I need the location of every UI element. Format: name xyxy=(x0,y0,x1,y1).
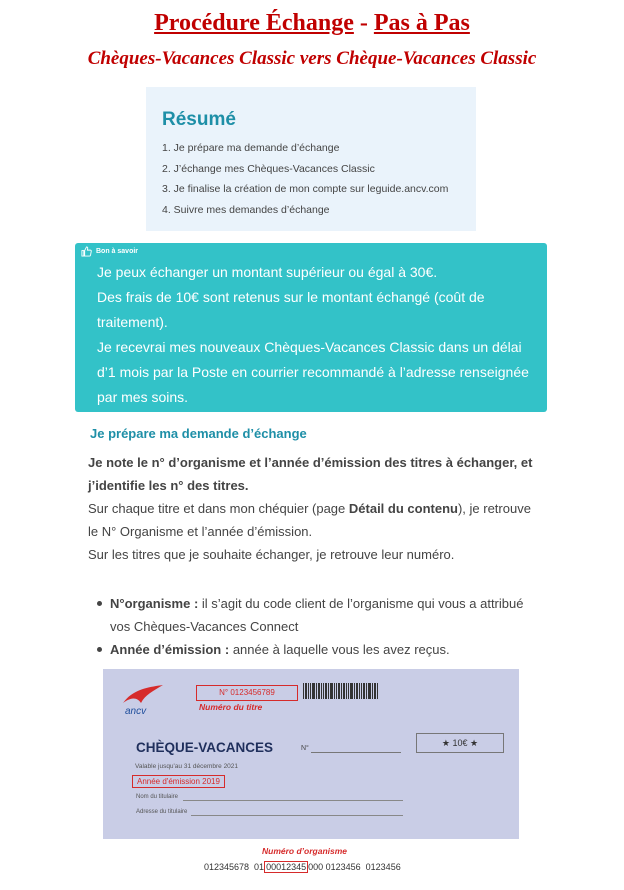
definition-desc: année à laquelle vous les avez reçus. xyxy=(229,642,450,657)
summary-item[interactable]: 4. Suivre mes demandes d’échange xyxy=(162,203,330,216)
title-number-box: N° 0123456789 xyxy=(196,685,298,701)
intro-line3: Sur les titres que je souhaite échanger, je retrouve leur numéro. xyxy=(88,547,455,562)
good-to-know-line: Je peux échanger un montant supérieur ou égal à 30€. xyxy=(97,264,438,280)
good-to-know-label: Bon à savoir xyxy=(96,248,139,255)
barcode xyxy=(303,683,378,699)
line2-post: ), je retrouve le N° Organisme et l’année d’émission. xyxy=(88,501,531,539)
title-part2: Pas à Pas xyxy=(373,10,470,36)
line2-bold: Détail du contenu xyxy=(348,501,458,516)
definition-item xyxy=(110,592,530,638)
cheque-validity: Valable jusqu'au 31 décembre 2021 xyxy=(135,763,239,770)
intro-bold: Je note le n° d’organisme et l’année d’émission des titres à échanger, et j’identifie les n° des titres. xyxy=(88,455,533,493)
cheque-no-line xyxy=(311,752,401,753)
good-to-know-box xyxy=(75,243,547,412)
holder-address-line xyxy=(191,815,403,816)
definition-desc: il s’agit du code client de l’organisme qui vous a attribué vos Chèques-Vacances Connect xyxy=(110,596,524,634)
summary-title: Résumé xyxy=(162,109,236,130)
intro-line2 xyxy=(88,497,538,543)
codes-pre: 012345678 01 xyxy=(204,862,265,872)
title-number-label: Numéro du titre xyxy=(199,702,263,712)
organisation-number-box: 00012345 xyxy=(266,862,307,872)
section-title: Je prépare ma demande d’échange xyxy=(90,426,307,441)
cheque-illustration xyxy=(103,669,519,839)
thumbs-up-icon xyxy=(81,246,92,257)
good-to-know-body xyxy=(97,260,537,410)
ancv-logo-text: ancv xyxy=(125,706,147,717)
line2-pre: Sur chaque titre et dans mon chéquier (page xyxy=(88,501,349,516)
summary-item[interactable]: 2. J’échange mes Chèques-Vacances Classic xyxy=(162,162,375,175)
good-to-know-header xyxy=(81,246,138,257)
holder-name-label: Nom du titulaire xyxy=(136,794,179,800)
codes-post: 000 0123456 0123456 xyxy=(308,862,401,872)
cheque-codes xyxy=(204,862,401,872)
summary-item[interactable]: 1. Je prépare ma demande d’échange xyxy=(162,142,340,154)
cheque-title: CHÈQUE-VACANCES xyxy=(136,740,274,755)
cheque-price: ★ 10€ ★ xyxy=(416,733,504,753)
holder-address-label: Adresse du titulaire xyxy=(136,809,188,815)
definition-term: Année d’émission : xyxy=(110,642,230,657)
good-to-know-line: Je recevrai mes nouveaux Chèques-Vacances Classic dans un délai d’1 mois par la Poste en courrier recommandé à l’adresse renseignée par mes soins. xyxy=(97,339,529,405)
page-subtitle: Chèques-Vacances Classic vers Chèque-Vacances Classic xyxy=(87,48,537,69)
cheque-no-label: N° xyxy=(301,745,309,752)
good-to-know-line: Des frais de 10€ sont retenus sur le montant échangé (coût de traitement). xyxy=(97,289,485,330)
definition-item xyxy=(110,638,530,661)
emission-year-box: Année d'émission 2019 xyxy=(132,775,225,788)
definition-term: N°organisme : xyxy=(110,596,199,611)
organisation-number-label: Numéro d’organisme xyxy=(262,846,348,856)
summary-item[interactable]: 3. Je finalise la création de mon compte sur leguide.ancv.com xyxy=(162,183,449,195)
ancv-logo xyxy=(117,683,173,717)
holder-name-line xyxy=(183,800,403,801)
definitions-list xyxy=(110,592,530,661)
summary-box xyxy=(146,87,476,231)
summary-list xyxy=(162,138,448,220)
page-title xyxy=(0,10,624,37)
title-part1: Procédure Échange xyxy=(154,10,354,36)
section-body xyxy=(88,451,538,566)
title-separator: - xyxy=(353,10,374,36)
